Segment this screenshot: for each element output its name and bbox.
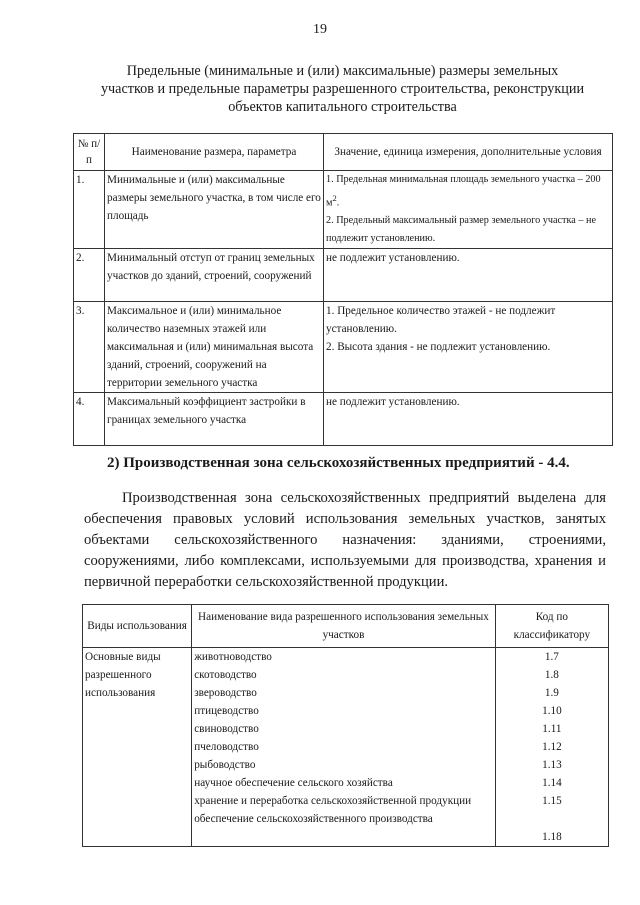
list-item: звероводство — [194, 687, 257, 699]
table-row — [83, 648, 609, 847]
value-superscript: 2 — [332, 193, 337, 203]
header-value: Значение, единица измерения, дополнительные условия — [324, 134, 613, 171]
table-row — [74, 302, 613, 393]
parameters-table — [73, 133, 613, 446]
zone-description: Производственная зона сельскохозяйственных предприятий выделена для обеспечения правовых условий использования земельных участков, занятых объектами сельскохозяйственного назначения: зданиями, строениями, сооружениями, либо комплексами, используемыми для производства, хранения и первичной переработки сельскохозяйственной продукции. — [84, 490, 606, 590]
value-text: 1. Предельная минимальная площадь земельного участка – 200 м — [326, 174, 601, 209]
value-text: 1. Предельное количество этажей - не подлежит установлению. — [326, 305, 556, 336]
code-item: 1.8 — [544, 669, 559, 681]
table-row — [74, 249, 613, 302]
list-item: рыбоводство — [194, 759, 256, 771]
list-item: научное обеспечение сельского хозяйства — [194, 777, 393, 789]
row-num: 4. — [74, 393, 105, 446]
value-text: 2. Предельный максимальный размер земельного участка – не подлежит установлению. — [326, 215, 596, 245]
value-text-end: . — [336, 197, 340, 209]
code-item: 1.13 — [542, 759, 562, 771]
row-num: 1. — [74, 171, 105, 249]
use-kind: Основные виды разрешенного использования — [83, 648, 192, 847]
heading-line-2: участков и предельные параметры разрешенного строительства, реконструкции — [100, 81, 585, 97]
permitted-use-table-header — [83, 605, 609, 648]
row-value: не подлежит установлению. — [324, 249, 613, 302]
use-list — [192, 648, 496, 847]
permitted-use-table — [82, 604, 609, 847]
section-title: 2) Производственная зона сельскохозяйственных предприятий - 4.4. — [107, 455, 570, 471]
list-item: пчеловодство — [194, 741, 259, 753]
heading-line-1: Предельные (минимальные и (или) максимальные) размеры земельных — [126, 63, 559, 79]
list-item: свиноводство — [194, 723, 259, 735]
row-value — [324, 171, 613, 249]
header-kind: Виды использования — [83, 605, 192, 648]
list-item: скотоводство — [194, 669, 257, 681]
table-row — [74, 171, 613, 249]
code-item: 1.15 — [542, 795, 562, 807]
code-item: 1.11 — [542, 723, 562, 735]
row-name: Минимальные и (или) максимальные размеры земельного участка, в том числе его площадь — [105, 171, 324, 249]
header-use-name: Наименование вида разрешенного использования земельных участков — [192, 605, 496, 648]
code-item: 1.18 — [542, 831, 562, 843]
row-name: Минимальный отступ от границ земельных участков до зданий, строений, сооружений — [105, 249, 324, 302]
list-item: хранение и переработка сельскохозяйственной продукции — [194, 795, 472, 807]
row-num: 3. — [74, 302, 105, 393]
code-item: 1.14 — [542, 777, 562, 789]
page-heading — [80, 62, 605, 116]
code-list — [495, 648, 608, 847]
page-number: 19 — [313, 22, 327, 37]
row-num: 2. — [74, 249, 105, 302]
parameters-table-header — [74, 134, 613, 171]
row-name: Максимальное и (или) минимальное количество наземных этажей или максимальная и (или) минимальная высота зданий, строений, сооружений на территории земельного участка — [105, 302, 324, 393]
list-item: обеспечение сельскохозяйственного производства — [194, 813, 433, 825]
header-name: Наименование размера, параметра — [105, 134, 324, 171]
value-text: 2. Высота здания - не подлежит установлению. — [326, 341, 551, 354]
header-num: № п/п — [74, 134, 105, 171]
code-item: 1.7 — [544, 651, 559, 663]
row-value: не подлежит установлению. — [324, 393, 613, 446]
code-item: 1.12 — [542, 741, 562, 753]
list-item: животноводство — [194, 651, 272, 663]
row-value — [324, 302, 613, 393]
header-code: Код по классификатору — [495, 605, 608, 648]
list-item: птицеводство — [194, 705, 259, 717]
table-row — [74, 393, 613, 446]
row-name: Максимальный коэффициент застройки в границах земельного участка — [105, 393, 324, 446]
code-item: 1.10 — [542, 705, 562, 717]
heading-line-3: объектов капитального строительства — [228, 99, 457, 115]
code-item: 1.9 — [544, 687, 559, 699]
